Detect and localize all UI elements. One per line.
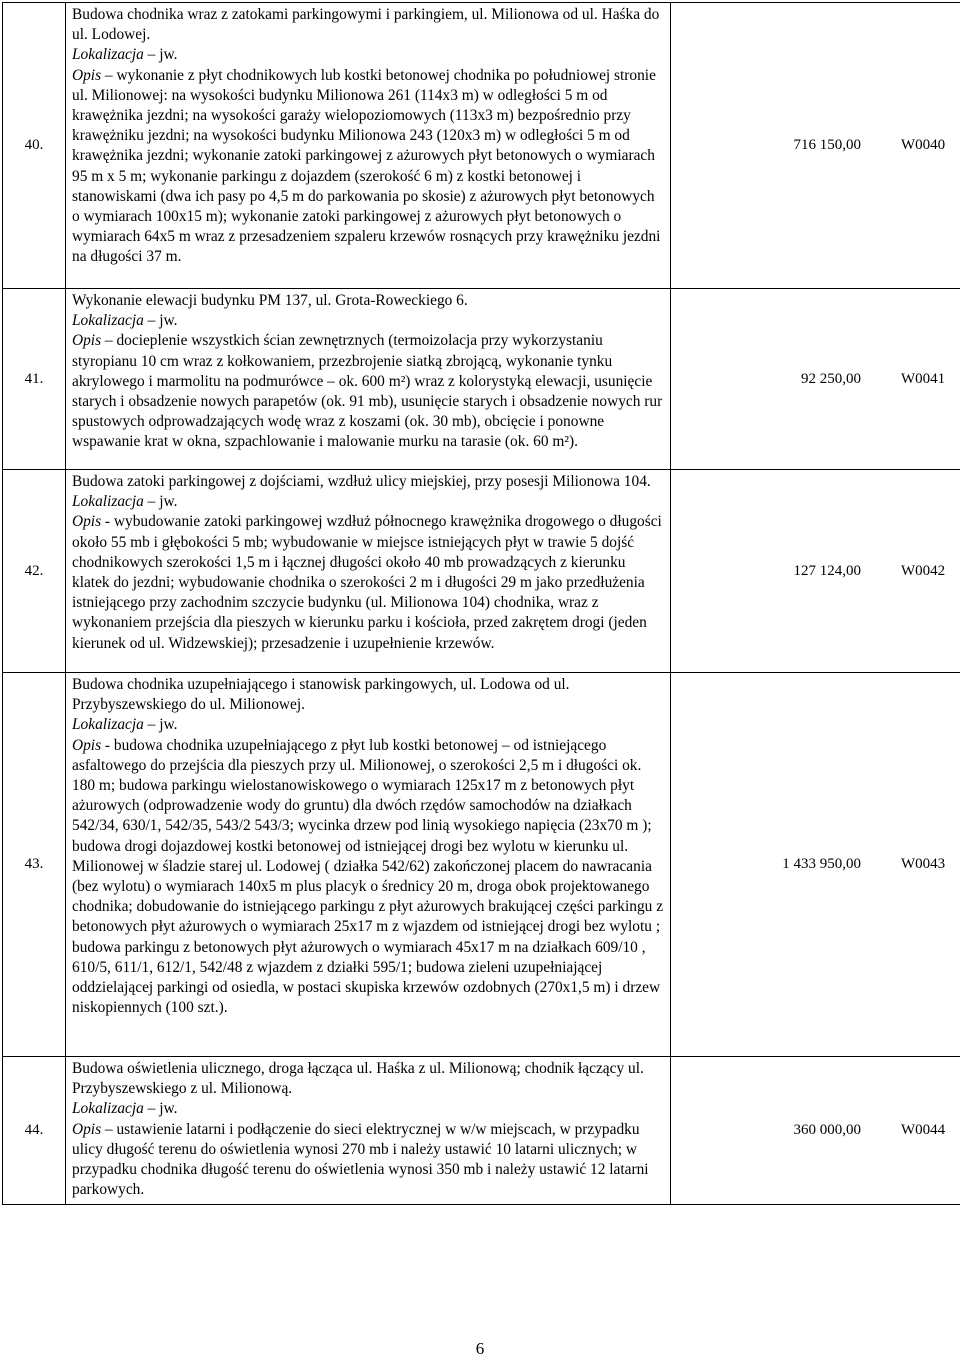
- row-amount: 360 000,00: [793, 1122, 861, 1139]
- details-text: – docieplenie wszystkich ścian zewnętrznych (termoizolacja przy wykorzystaniu styropianu 10 cm wraz z kołkowaniem, przezbrojenie siatką zbrojącą, wykonanie tynku akrylowego i marmolitu na podmurówce – ok. 600 m²) wraz z kolorystyką elewacji, usunięcie starych i obsadzenie nowych parapetów (ok. 91 mb), usunięcie starych i obsadzenie nowych rur spustowych odprowadzających wodę wraz z koszami (ok. 30 mb), obcięcie i ponowne wspawanie krat w okna, szpachlowanie i malowanie murku na tarasie (ok. 60 m²).: [72, 332, 663, 451]
- row-location: [72, 45, 666, 65]
- table-row: [3, 1057, 960, 1205]
- location-label: Lokalizacja: [72, 1100, 144, 1118]
- page-number: 6: [475, 1339, 485, 1358]
- row-amount-cell: [671, 470, 960, 673]
- row-description: [66, 673, 671, 1057]
- row-description: [66, 3, 671, 289]
- location-value: – jw.: [143, 312, 178, 330]
- table-row: [3, 673, 960, 1057]
- details-label: Opis -: [72, 736, 111, 754]
- row-location: [72, 492, 666, 512]
- details-label: Opis: [72, 332, 102, 350]
- details-label: Opis -: [72, 513, 111, 531]
- row-amount: 716 150,00: [793, 137, 861, 153]
- row-description: [66, 289, 671, 470]
- row-details: [72, 1120, 666, 1201]
- table-row: [3, 3, 960, 289]
- row-details: [72, 331, 666, 452]
- row-number: 40.: [3, 3, 66, 289]
- details-text: budowa chodnika uzupełniającego z płyt lub kostki betonowej – od istniejącego asfaltowego do przejścia dla pieszych przy ul. Milionowej, o szerokości 2,5 m i długości ok. 180 m; budowa parkingu wielostanowiskowego o wymiarach 125x17 m z betonowych płyt ażurowych (odprowadzenie wody do gruntu) dla dwóch rzędów samochodów na działkach 542/34, 630/1, 542/35, 543/2 543/3; wycinka drzew pod linią wysokiego napięcia (23x70 m ); budowa drogi dojazdowej kostki betonowej od istniejącej drogi bez wylotu w kierunku ul. Milionowej w śladzie starej ul. Lodowej ( działka 542/62) zakończonej placem do nawracania (bez wylotu) o wymiarach 140x5 m plus placyk o średnicy 20 m, droga obok projektowanego chodnika; dobudowanie do istniejącego parkingu z płyt ażurowych brakującej części parkingu z betonowych płyt ażurowych o wymiarach 25x17 m z wjazdem od istniejącej drogi bez wylotu ; budowa parkingu z betonowych płyt ażurowych o wymiarach 45x17 m na działkach 609/10 , 610/5, 611/1, 612/1, 542/48 z wjazdem z działki 595/1; budowa zieleni uzupełniającej oddzielającej parkingi od osiedla, w postaci skupiska krzewów ozdobnych (270x1,5 m) i drzew niskopiennych (100 szt.).: [72, 736, 664, 1017]
- investment-table: [2, 2, 960, 1205]
- location-label: Lokalizacja: [72, 716, 144, 734]
- row-number: 44.: [3, 1057, 66, 1205]
- location-label: Lokalizacja: [72, 46, 144, 64]
- row-description: [66, 1057, 671, 1205]
- table-row: [3, 289, 960, 470]
- row-details: [72, 66, 666, 268]
- location-label: Lokalizacja: [72, 493, 144, 511]
- row-code: W0042: [901, 562, 946, 579]
- row-location: [72, 715, 666, 735]
- row-amount-cell: [671, 1057, 960, 1205]
- row-code: W0040: [901, 137, 946, 153]
- row-title: Budowa chodnika wraz z zatokami parkingowymi i parkingiem, ul. Milionowa od ul. Haśka do ul. Lodowej.: [72, 6, 660, 44]
- details-label: Opis: [72, 66, 102, 84]
- row-details: [72, 512, 666, 653]
- location-label: Lokalizacja: [72, 312, 144, 330]
- details-label: Opis: [72, 1120, 102, 1138]
- row-number: 42.: [3, 470, 66, 673]
- row-title: Budowa chodnika uzupełniającego i stanowisk parkingowych, ul. Lodowa od ul. Przybyszewskiego do ul. Milionowej.: [72, 676, 570, 714]
- row-code: W0044: [901, 1122, 946, 1139]
- row-code: W0041: [901, 370, 946, 387]
- details-text: wybudowanie zatoki parkingowej wzdłuż północnego krawężnika drogowego o długości około 55 mb i głębokości 5 mb; wybudowanie w miejsce istniejących płyt w trawie 5 dojść chodnikowych szerokości 1,5 m i łącznej długości około 40 mb prowadzących z kierunku klatek do jezdni; wybudowanie chodnika o szerokości 2 m i długości 29 m jako przedłużenia istniejącego przy zachodnim szczycie budynku (ul. Milionowa 104) chodnika, wraz z wykonaniem przejścia dla pieszych w kierunku parku i kościoła, przed zakrętem drogi (jeden kierunek od ul. Widzewskiej); przesadzenie i uzupełnienie krzewów.: [72, 513, 662, 652]
- row-amount: 127 124,00: [793, 562, 861, 579]
- row-title: Budowa zatoki parkingowej z dojściami, wzdłuż ulicy miejskiej, przy posesji Milionowa 104.: [72, 473, 651, 490]
- row-description: [66, 470, 671, 673]
- row-number: 41.: [3, 289, 66, 470]
- location-value: – jw.: [143, 493, 178, 511]
- details-text: – ustawienie latarni i podłączenie do sieci elektrycznej w w/w miejscach, w przypadku ulicy długość terenu do oświetlenia wynosi 270 mb i należy ustawić 10 latarni ulicznych; w przypadku chodnika długość terenu do oświetlenia wynosi 350 mb i należy ustawić 12 latarni parkowych.: [72, 1120, 649, 1199]
- table-row: [3, 470, 960, 673]
- location-value: – jw.: [143, 1100, 178, 1118]
- row-amount: 1 433 950,00: [782, 856, 861, 872]
- row-code: W0043: [901, 856, 946, 872]
- details-text: – wykonanie z płyt chodnikowych lub kostki betonowej chodnika po południowej stronie ul. Milionowej: na wysokości budynku Milionowa 261 (114x3 m) w odległości 5 m od krawężnika jezdni; na wysokości garaży wielopoziomowych (113x3 m) bezpośrednio przy krawężniku jezdni; na wysokości budynku Milionowa 243 (120x3 m) w odległości 5 m od krawężnika jezdni; wykonanie zatoki parkingowej z ażurowych płyt betonowych o wymiarach 95 m x 5 m; wykonanie parkingu z dojazdem (szerokość 6 m) z kostki betonowej i stanowiskami (dwa ich pasy po 4,5 m do parkowania po skosie) z ażurowych płyt betonowych o wymiarach 100x15 m); wykonanie zatoki parkingowej z ażurowych płyt betonowych o wymiarach 64x5 m wraz z przesadzeniem szpaleru krzewów rosnących przy krawężniku jezdni na długości 37 m.: [72, 66, 661, 266]
- row-title: Wykonanie elewacji budynku PM 137, ul. Grota-Roweckiego 6.: [72, 292, 468, 309]
- row-location: [72, 1099, 666, 1119]
- row-amount-cell: [671, 3, 960, 289]
- row-number: 43.: [3, 673, 66, 1057]
- row-amount-cell: [671, 673, 960, 1057]
- row-title: Budowa oświetlenia ulicznego, droga łącząca ul. Haśka z ul. Milionową; chodnik łączący ul. Przybyszewskiego z ul. Milionową.: [72, 1060, 644, 1098]
- row-location: [72, 311, 666, 331]
- row-details: [72, 736, 666, 1019]
- row-amount-cell: [671, 289, 960, 470]
- row-amount: 92 250,00: [801, 370, 861, 387]
- location-value: – jw.: [143, 46, 178, 64]
- location-value: – jw.: [143, 716, 178, 734]
